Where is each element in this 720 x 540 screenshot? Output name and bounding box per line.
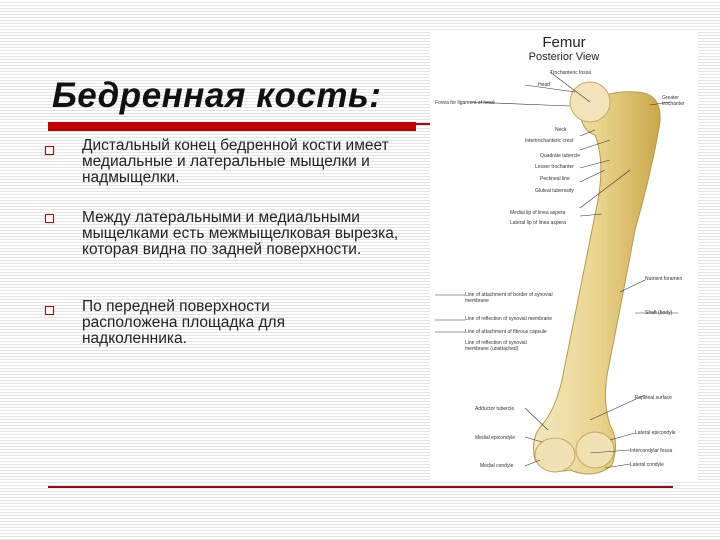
figure-label: Line of reflection of synovial membrane: [465, 316, 552, 322]
figure-label: Shaft (body): [645, 310, 673, 316]
footer-divider: [48, 486, 673, 488]
title-underline: [48, 122, 416, 131]
figure-label: Medial epicondyle: [475, 435, 516, 441]
bullet-icon: [45, 214, 54, 223]
figure-label: Intercondylar fossa: [630, 448, 673, 454]
figure-label: Medial condyle: [480, 463, 514, 469]
figure-label: Fovea for ligament of head: [435, 100, 495, 106]
figure-label: Nutrient foramen: [645, 276, 683, 282]
figure-label: Line of reflection of synovial membrane (unattached): [465, 340, 527, 352]
figure-label: Head: [538, 82, 550, 88]
femur-bone-drawing: [430, 30, 698, 480]
figure-label: Lateral epicondyle: [635, 430, 676, 436]
figure-label: Pectineal line: [540, 176, 570, 182]
figure-label: Trochanteric fossa: [550, 70, 591, 76]
slide-title: Бедренная кость:: [52, 76, 382, 115]
bullet-icon: [45, 146, 54, 155]
title-underline-tail: [416, 123, 430, 125]
figure-label: Popliteal surface: [635, 395, 672, 401]
figure-label: Medial lip of linea aspera: [510, 210, 566, 216]
bullet-text: По передней поверхности расположена площадка для надколенника.: [82, 298, 285, 347]
figure-label: Gluteal tuberosity: [535, 188, 574, 194]
bullet-icon: [45, 306, 54, 315]
figure-label: Lesser trochanter: [535, 164, 574, 170]
figure-label: Adductor tubercle: [475, 406, 515, 412]
figure-label: Neck: [555, 127, 567, 133]
figure-subtitle: Posterior View: [528, 51, 600, 63]
figure-label: Lateral lip of linea aspera: [510, 220, 566, 226]
bullet-text: Дистальный конец бедренной кости имеет медиальные и латеральные мыщелки и надмыщелки.: [82, 137, 389, 186]
figure-label: Intertrochanteric crest: [525, 138, 574, 144]
figure-label: Greater trochanter: [662, 95, 685, 107]
figure-label: Line of attachment of fibrous capsule: [465, 329, 547, 335]
figure-label: Lateral condyle: [630, 462, 664, 468]
figure-title: Femur: [542, 34, 586, 51]
figure-label: Line of attachment of border of synovial membrane: [465, 292, 553, 304]
figure-label: Quadrate tubercle: [540, 153, 581, 159]
femur-illustration: [430, 30, 698, 480]
bullet-text: Между латеральными и медиальными мыщелками есть межмыщелковая вырезка, которая видна по задней поверхности.: [82, 209, 399, 258]
